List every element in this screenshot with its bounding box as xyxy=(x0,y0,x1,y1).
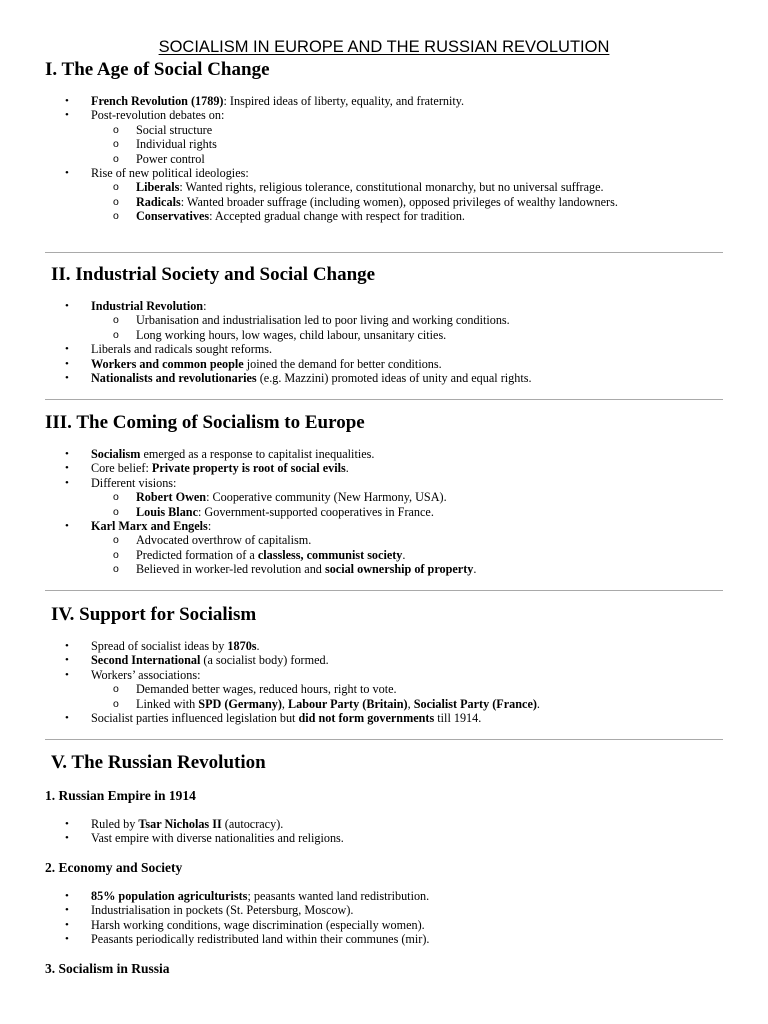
subsection-heading-socialism-in-russia: 3. Socialism in Russia xyxy=(45,961,170,976)
section-3-list xyxy=(45,447,476,577)
section-2-list xyxy=(45,299,532,385)
section-1-list xyxy=(45,94,688,224)
sub-list-item: o Conservatives: Accepted gradual change with respect for tradition. xyxy=(91,209,688,223)
sub-list-item: o Robert Owen: Cooperative community (New Harmony, USA). xyxy=(91,490,476,504)
section-2-heading: II. Industrial Society and Social Change xyxy=(51,264,376,285)
list-item: • Workers’ associations: o Demanded better wages, reduced hours, right to vote. o Linked with SPD (Germany), Labour Party (Britain), Socialist Party (France). xyxy=(45,668,540,711)
section-divider xyxy=(45,590,723,591)
list-item: • Second International (a socialist body) formed. xyxy=(45,653,540,667)
sub-list xyxy=(91,682,540,711)
sub-list-item: o Liberals: Wanted rights, religious tolerance, constitutional monarchy, but no universal suffrage. xyxy=(91,180,688,194)
list-item: • Nationalists and revolutionaries (e.g. Mazzini) promoted ideas of unity and equal rights. xyxy=(45,371,532,385)
list-item: • Different visions: o Robert Owen: Cooperative community (New Harmony, USA). o Louis Blanc: Government-supported cooperatives in France. xyxy=(45,476,476,519)
section-divider xyxy=(45,739,723,740)
list-item: • 85% population agriculturists; peasants wanted land redistribution. xyxy=(45,889,429,903)
sub-list xyxy=(91,180,688,223)
sub-list-item: o Louis Blanc: Government-supported cooperatives in France. xyxy=(91,505,476,519)
list-item: • Rise of new political ideologies: o Liberals: Wanted rights, religious tolerance, constitutional monarchy, but no universal suffrage. o Radicals: Wanted broader suffrage (including women), opposed privileges of wealthy landowners. o Conservatives: Accepted gradual change with respect for tradition. xyxy=(45,166,688,224)
list-item: • French Revolution (1789): Inspired ideas of liberty, equality, and fraternity. xyxy=(45,94,688,108)
sub-list xyxy=(91,123,688,166)
section-divider xyxy=(45,252,723,253)
list-item: • Workers and common people joined the demand for better conditions. xyxy=(45,357,532,371)
list-item: • Peasants periodically redistributed land within their communes (mir). xyxy=(45,932,429,946)
sub-list xyxy=(91,490,476,519)
sub-list-item: o Long working hours, low wages, child labour, unsanitary cities. xyxy=(91,328,532,342)
sub-list-item: o Urbanisation and industrialisation led to poor living and working conditions. xyxy=(91,313,532,327)
sub-list-item: o Demanded better wages, reduced hours, right to vote. xyxy=(91,682,540,696)
sub-list-item: o Radicals: Wanted broader suffrage (including women), opposed privileges of wealthy landowners. xyxy=(91,195,688,209)
sub-list-item: o Advocated overthrow of capitalism. xyxy=(91,533,476,547)
list-item: • Spread of socialist ideas by 1870s. xyxy=(45,639,540,653)
section-4-heading: IV. Support for Socialism xyxy=(51,604,257,625)
sub-list-item: o Believed in worker-led revolution and social ownership of property. xyxy=(91,562,476,576)
sub-list-item: o Predicted formation of a classless, communist society. xyxy=(91,548,476,562)
section-1-heading: I. The Age of Social Change xyxy=(45,59,270,80)
sub-list xyxy=(91,533,476,576)
sub-list xyxy=(91,313,532,342)
section-4-list xyxy=(45,639,540,725)
document-title: SOCIALISM IN EUROPE AND THE RUSSIAN REVOLUTION xyxy=(158,38,610,56)
sub-list-item: o Power control xyxy=(91,152,688,166)
list-item: • Ruled by Tsar Nicholas II (autocracy). xyxy=(45,817,344,831)
subsection-heading-economy: 2. Economy and Society xyxy=(45,860,183,875)
list-item: • Harsh working conditions, wage discrimination (especially women). xyxy=(45,918,429,932)
list-item: • Socialist parties influenced legislation but did not form governments till 1914. xyxy=(45,711,540,725)
list-item: • Post-revolution debates on: o Social structure o Individual rights o Power control xyxy=(45,108,688,166)
list-item: • Socialism emerged as a response to capitalist inequalities. xyxy=(45,447,476,461)
list-item: • Liberals and radicals sought reforms. xyxy=(45,342,532,356)
list-item: • Karl Marx and Engels: o Advocated overthrow of capitalism. o Predicted formation of a classless, communist society. o Believed in worker-led revolution and social ownership of property. xyxy=(45,519,476,577)
sub-list-item: o Individual rights xyxy=(91,137,688,151)
section-3-heading: III. The Coming of Socialism to Europe xyxy=(45,412,365,433)
sub-list-item: o Linked with SPD (Germany), Labour Party (Britain), Socialist Party (France). xyxy=(91,697,540,711)
sub-list-item: o Social structure xyxy=(91,123,688,137)
section-divider xyxy=(45,399,723,400)
section-5-list-1 xyxy=(45,817,344,846)
section-5-list-2 xyxy=(45,889,429,947)
list-item: • Industrialisation in pockets (St. Petersburg, Moscow). xyxy=(45,903,429,917)
list-item: • Core belief: Private property is root of social evils. xyxy=(45,461,476,475)
list-item: • Industrial Revolution: o Urbanisation and industrialisation led to poor living and working conditions. o Long working hours, low wages, child labour, unsanitary cities. xyxy=(45,299,532,342)
list-item: • Vast empire with diverse nationalities and religions. xyxy=(45,831,344,845)
section-5-heading: V. The Russian Revolution xyxy=(51,752,266,773)
subsection-heading-russian-empire: 1. Russian Empire in 1914 xyxy=(45,788,196,803)
